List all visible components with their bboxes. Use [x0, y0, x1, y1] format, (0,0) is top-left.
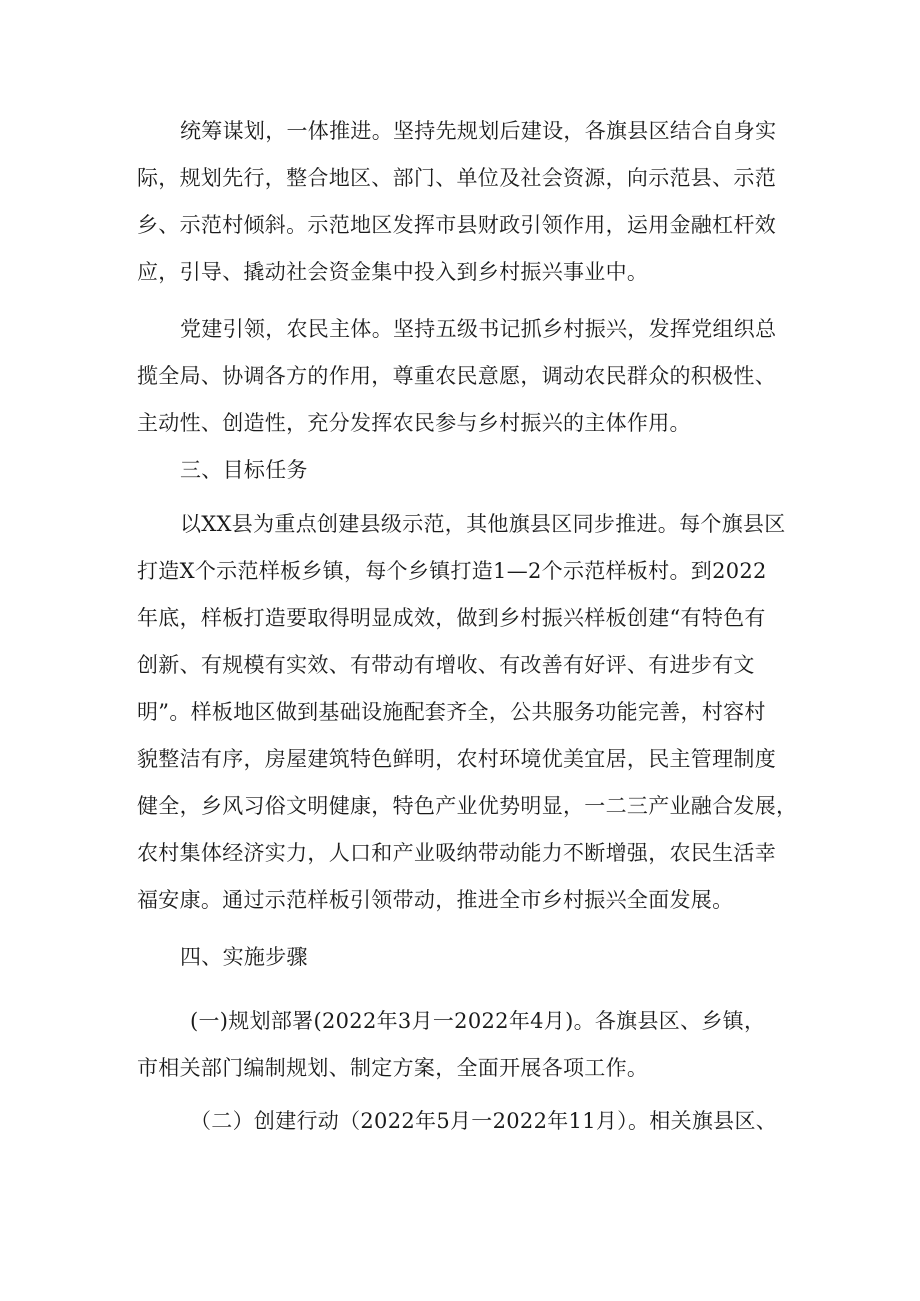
paragraph-line: 市相关部门编制规划、制定方案，全面开展各项工作。 [137, 1056, 649, 1080]
paragraph-line: 福安康。通过示范样板引领带动，推进全市乡村振兴全面发展。 [137, 888, 734, 912]
paragraph-line: 创新、有规模有实效、有带动有增收、有改善有好评、有进步有文 [137, 653, 755, 677]
paragraph-line: 乡、示范村倾斜。示范地区发挥市县财政引领作用，运用金融杠杆效 [137, 213, 776, 237]
paragraph-line: （二）创建行动（2022年5月一2022年11月）。相关旗县区、 [190, 1109, 778, 1133]
paragraph-line: (一)规划部署(2022年3月一2022年4月)。各旗县区、乡镇， [190, 1009, 766, 1033]
paragraph-line: 统筹谋划，一体推进。坚持先规划后建设，各旗县区结合自身实 [180, 119, 777, 143]
paragraph-line: 农村集体经济实力，人口和产业吸纳带动能力不断增强，农民生活幸 [137, 841, 776, 865]
paragraph-line: 以XX县为重点创建县级示范，其他旗县区同步推进。每个旗县区 [180, 512, 786, 536]
paragraph-line: 揽全局、协调各方的作用，尊重农民意愿，调动农民群众的积极性、 [137, 364, 776, 388]
paragraph-line: 应，引导、撬动社会资金集中投入到乡村振兴事业中。 [137, 260, 649, 284]
paragraph-line: 貌整洁有序，房屋建筑特色鲜明，农村环境优美宜居，民主管理制度 [137, 747, 776, 771]
paragraph-line: 打造X个示范样板乡镇，每个乡镇打造1—2个示范样板村。到2022 [137, 559, 767, 583]
paragraph-line: 明”。样板地区做到基础设施配套齐全，公共服务功能完善，村容村 [137, 700, 766, 724]
paragraph-line: 年底，样板打造要取得明显成效，做到乡村振兴样板创建“有特色有 [137, 606, 766, 630]
section-heading: 三、目标任务 [180, 458, 308, 482]
paragraph-line: 健全，乡风习俗文明健康，特色产业优势明显，一二三产业融合发展， [137, 794, 798, 818]
paragraph-line: 际，规划先行，整合地区、部门、单位及社会资源，向示范县、示范 [137, 166, 776, 190]
paragraph-line: 党建引领，农民主体。坚持五级书记抓乡村振兴，发挥党组织总 [180, 317, 777, 341]
section-heading: 四、实施步骤 [180, 945, 308, 969]
paragraph-line: 主动性、创造性，充分发挥农民参与乡村振兴的主体作用。 [137, 411, 691, 435]
